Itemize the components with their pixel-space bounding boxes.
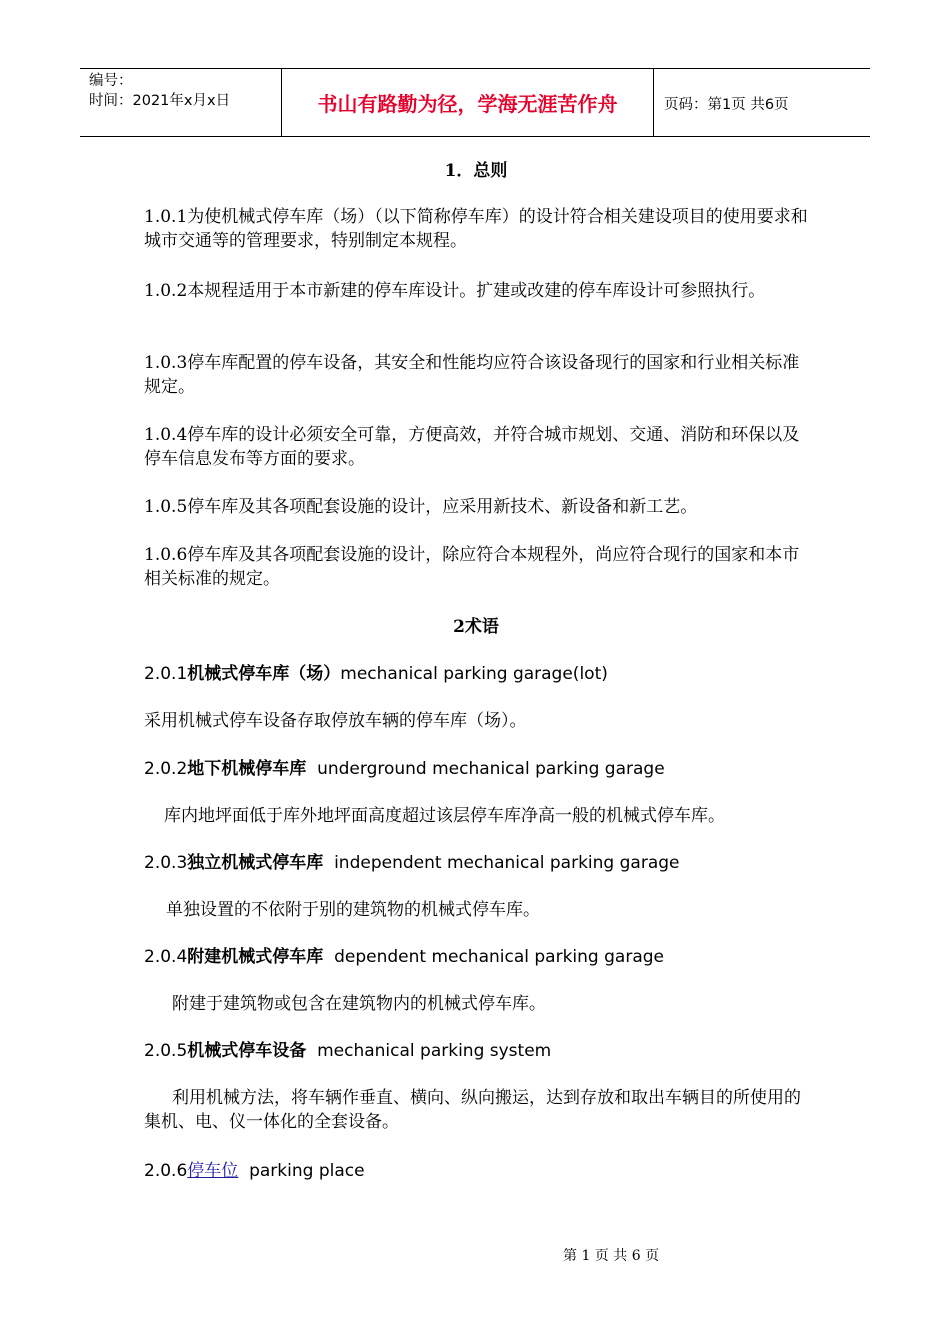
term-number: 2.0.4 xyxy=(144,947,188,967)
term-english: mechanical parking system xyxy=(317,1041,552,1061)
section-2-title: 2术语 xyxy=(453,617,499,637)
term-2-0-6-heading xyxy=(144,1159,808,1183)
term-2-0-3-heading xyxy=(144,851,808,875)
term-number: 2.0.6 xyxy=(144,1161,188,1181)
section-1-title: 1．总则 xyxy=(444,161,508,181)
term-2-0-1-heading xyxy=(144,662,808,686)
term-2-0-1-definition: 采用机械式停车设备存取停放车辆的停车库（场）。 xyxy=(144,711,527,731)
term-2-0-3-definition: 单独设置的不依附于别的建筑物的机械式停车库。 xyxy=(166,900,540,920)
term-chinese: 独立机械式停车库 xyxy=(187,853,324,873)
term-chinese: 地下机械停车库 xyxy=(187,759,307,779)
document-date: 时间：2021年x月x日 xyxy=(89,93,231,109)
header-table xyxy=(80,68,870,137)
page-number-label: 页码：第1页 共6页 xyxy=(664,97,789,113)
term-english: mechanical parking garage(lot) xyxy=(340,664,608,684)
term-english: dependent mechanical parking garage xyxy=(334,947,664,967)
term-number: 2.0.1 xyxy=(144,664,188,684)
term-chinese: 附建机械式停车库 xyxy=(187,947,324,967)
term-chinese: 机械式停车设备 xyxy=(187,1041,307,1061)
term-chinese: 机械式停车库（场） xyxy=(187,664,341,684)
header-info-cell xyxy=(80,69,282,136)
term-2-0-4-heading xyxy=(144,945,808,969)
term-2-0-2-definition: 库内地坪面低于库外地坪面高度超过该层停车库净高一般的机械式停车库。 xyxy=(164,806,725,826)
term-number: 2.0.3 xyxy=(144,853,188,873)
clause-1-0-5: 1.0.5停车库及其各项配套设施的设计，应采用新技术、新设备和新工艺。 xyxy=(144,497,698,517)
term-2-0-2-heading xyxy=(144,757,808,781)
term-english: parking place xyxy=(249,1161,365,1181)
clause-1-0-1: 1.0.1为使机械式停车库（场）（以下简称停车库）的设计符合相关建设项目的使用要求和城市交通等的管理要求，特别制定本规程。 xyxy=(144,207,808,251)
term-number: 2.0.2 xyxy=(144,759,188,779)
term-english: underground mechanical parking garage xyxy=(317,759,665,779)
term-number: 2.0.5 xyxy=(144,1041,188,1061)
footer-page-number: 第 1 页 共 6 页 xyxy=(563,1248,660,1264)
clause-1-0-2: 1.0.2本规程适用于本市新建的停车库设计。扩建或改建的停车库设计可参照执行。 xyxy=(144,281,766,301)
header-motto-cell xyxy=(282,69,654,136)
clause-1-0-3: 1.0.3停车库配置的停车设备，其安全和性能均应符合该设备现行的国家和行业相关标准规定。 xyxy=(144,353,800,397)
term-link-parking-place[interactable]: 停车位 xyxy=(187,1161,239,1181)
motto-text: 书山有路勤为径，学海无涯苦作舟 xyxy=(317,92,618,116)
clause-1-0-4: 1.0.4停车库的设计必须安全可靠，方便高效，并符合城市规划、交通、消防和环保以及停车信息发布等方面的要求。 xyxy=(144,425,800,469)
term-english: independent mechanical parking garage xyxy=(334,853,680,873)
header-page-cell xyxy=(654,69,870,136)
term-2-0-5-definition: 利用机械方法，将车辆作垂直、横向、纵向搬运，达到存放和取出车辆目的所使用的集机、电、仪一体化的全套设备。 xyxy=(144,1088,801,1132)
term-2-0-4-definition: 附建于建筑物或包含在建筑物内的机械式停车库。 xyxy=(172,994,546,1014)
clause-1-0-6: 1.0.6停车库及其各项配套设施的设计，除应符合本规程外，尚应符合现行的国家和本市相关标准的规定。 xyxy=(144,545,800,589)
term-2-0-5-heading xyxy=(144,1039,808,1063)
document-number-label: 编号： xyxy=(89,73,133,89)
